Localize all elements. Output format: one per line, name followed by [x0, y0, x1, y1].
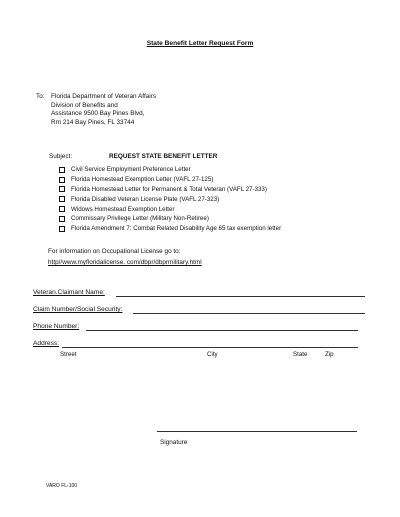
signature-line[interactable]: [157, 431, 357, 432]
option-label: Florida Homestead Exemption Letter (VAFL 27-125): [71, 176, 214, 184]
option-amendment-7[interactable]: [59, 224, 281, 234]
option-label: Florida Disabled Veteran License Plate (VAFL 27-323): [71, 195, 220, 203]
form-number: VARO FL-100: [46, 483, 78, 489]
phone-number-label: Phone Number:: [33, 323, 80, 330]
address-state-label: State: [293, 351, 308, 358]
subject-label: Subject:: [49, 153, 73, 160]
recipient-line: Florida Department of Veteran Affairs: [51, 93, 157, 100]
option-widows-homestead[interactable]: [59, 204, 281, 214]
recipient-address: [51, 93, 156, 127]
checkbox[interactable]: [59, 196, 65, 202]
phone-number-line[interactable]: [86, 330, 358, 331]
option-homestead-permanent-total[interactable]: [59, 185, 281, 195]
option-homestead-exemption[interactable]: [59, 175, 281, 185]
checkbox[interactable]: [59, 177, 65, 183]
address-zip-label: Zip: [325, 351, 334, 358]
address-city-label: City: [207, 351, 218, 358]
checkbox[interactable]: [59, 206, 65, 212]
address-line[interactable]: [62, 347, 358, 348]
option-label: Commissary Privilege Letter (Military Non-Retiree): [71, 215, 209, 223]
checkbox[interactable]: [59, 186, 65, 192]
claimant-name-label: Veteran.Claimant Name:: [33, 289, 105, 296]
option-civil-service[interactable]: [59, 165, 281, 175]
recipient-line: Rm 214 Bay Pines, FL 33744: [51, 118, 135, 126]
claim-number-line[interactable]: [133, 313, 365, 314]
claimant-name-line[interactable]: [116, 296, 365, 297]
option-label: Florida Homestead Letter for Permanent & Total Veteran (VAFL 27-333): [71, 185, 267, 193]
letter-options: [59, 165, 281, 234]
address-label: Address:: [33, 340, 60, 347]
subject-title: REQUEST STATE BENEFIT LETTER: [109, 153, 218, 160]
recipient-line: Division of Benefits and: [51, 101, 118, 109]
to-label: To:: [36, 93, 45, 100]
option-label: Widows Homestead Exemption Letter: [71, 205, 175, 213]
recipient-line: Assistance 9500 Bay Pines Blvd,: [51, 110, 145, 118]
checkbox[interactable]: [59, 226, 65, 232]
option-license-plate[interactable]: [59, 194, 281, 204]
checkbox[interactable]: [59, 216, 65, 222]
checkbox[interactable]: [59, 167, 65, 173]
option-label: Florida Amendment 7: Combat Related Disability Age 65 tax exemption letter: [71, 225, 282, 233]
claim-number-label: Claim Number/Social Security:: [33, 306, 123, 313]
form-title: State Benefit Letter Request Form: [146, 40, 254, 47]
occupational-license-link[interactable]: http//www.myfloridalicense. com/dbpr/dbprmilitary.html: [48, 259, 202, 266]
option-commissary[interactable]: [59, 214, 281, 224]
address-street-label: Street: [60, 351, 77, 358]
option-label: Civil Service Employment Preference Letter: [71, 166, 191, 174]
signature-label: Signature: [160, 439, 188, 446]
occupational-license-info: For information on Occupational License go to:: [48, 248, 181, 255]
